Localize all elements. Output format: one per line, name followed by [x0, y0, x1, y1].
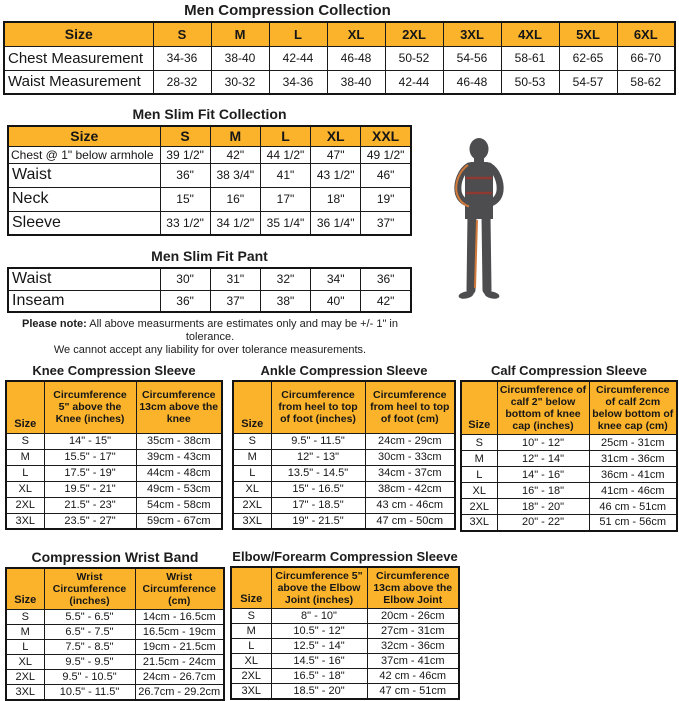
size-header-6xl: 6XL — [617, 22, 675, 46]
value-cell: 34-36 — [269, 70, 327, 94]
size-cell: S — [6, 610, 44, 625]
ankle-sleeve-section — [232, 363, 456, 530]
note-bold-prefix: Please note: — [22, 318, 87, 330]
cm-cell: 39cm - 43cm — [136, 449, 222, 465]
value-cell: 34-36 — [153, 46, 211, 70]
row-label: Waist — [8, 268, 160, 290]
inches-column-header: Circumference from heel to top of foot (inches) — [271, 381, 365, 433]
elbow-sleeve-section — [230, 549, 460, 701]
cm-cell: 37cm - 41cm — [367, 654, 459, 669]
cm-cell: 19cm - 21.5cm — [135, 640, 224, 655]
cm-cell: 14cm - 16.5cm — [135, 610, 224, 625]
cm-cell: 47 cm - 50cm — [365, 513, 455, 529]
table-row — [231, 654, 459, 669]
cm-cell: 32cm - 36cm — [367, 639, 459, 654]
sleeve-tables-row-1 — [5, 363, 679, 532]
table-row — [461, 467, 677, 483]
value-cell: 36 1/4" — [311, 211, 361, 235]
inches-cell: 16" - 18" — [497, 483, 589, 499]
inches-cell: 21.5" - 23" — [44, 497, 136, 513]
value-cell: 39 1/2" — [160, 146, 210, 163]
size-cell: XL — [6, 481, 44, 497]
table-row — [6, 640, 224, 655]
inches-cell: 10.5" - 12" — [271, 624, 367, 639]
table-row — [461, 483, 677, 499]
size-header-l: L — [260, 126, 310, 146]
slim-fit-collection-title: Men Slim Fit Collection — [7, 106, 412, 122]
size-cell: XL — [6, 655, 44, 670]
table-row — [231, 624, 459, 639]
sleeve-tables-row-2 — [5, 549, 679, 701]
cm-cell: 24cm - 26.7cm — [135, 670, 224, 685]
table-row — [461, 435, 677, 451]
size-cell: S — [231, 609, 271, 624]
size-header-s: S — [160, 126, 210, 146]
inches-cell: 15.5" - 17" — [44, 449, 136, 465]
row-label: Neck — [8, 187, 160, 211]
size-column-header: Size — [233, 381, 271, 433]
value-cell: 36" — [361, 268, 411, 290]
table-row — [8, 268, 411, 290]
table-header-row — [8, 126, 411, 146]
size-cell: 2XL — [6, 497, 44, 513]
row-label: Inseam — [8, 290, 160, 312]
slim-fit-collection-table — [7, 125, 412, 236]
table-row — [4, 70, 675, 94]
size-cell: 3XL — [231, 684, 271, 700]
table-row — [6, 610, 224, 625]
inches-cell: 17" - 18.5" — [271, 497, 365, 513]
value-cell: 43 1/2" — [311, 163, 361, 187]
cm-cell: 43 cm - 46cm — [365, 497, 455, 513]
size-cell: 2XL — [6, 670, 44, 685]
note-line1: All above measurments are estimates only and may be +/- 1" in tolerance. — [87, 318, 398, 343]
value-cell: 16" — [210, 187, 260, 211]
ankle-sleeve-title: Ankle Compression Sleeve — [232, 363, 456, 378]
size-header-xxl: XXL — [361, 126, 411, 146]
size-cell: 2XL — [231, 669, 271, 684]
row-label: Waist Measurement — [4, 70, 153, 94]
table-row — [461, 515, 677, 531]
size-cell: S — [233, 433, 271, 449]
value-cell: 36" — [160, 163, 210, 187]
elbow-sleeve-title: Elbow/Forearm Compression Sleeve — [230, 549, 460, 564]
size-cell: 2XL — [461, 499, 497, 515]
size-header-xl: XL — [311, 126, 361, 146]
wrist-band-table — [5, 567, 225, 701]
inches-cell: 18" - 20" — [497, 499, 589, 515]
knee-sleeve-title: Knee Compression Sleeve — [5, 363, 223, 378]
table-row — [231, 609, 459, 624]
table-row — [233, 465, 455, 481]
cm-cell: 38cm - 42cm — [365, 481, 455, 497]
value-cell: 42" — [210, 146, 260, 163]
size-column-header: Size — [8, 126, 160, 146]
inches-cell: 6.5" - 7.5" — [44, 625, 135, 640]
value-cell: 38-40 — [211, 46, 269, 70]
size-cell: S — [461, 435, 497, 451]
size-cell: 2XL — [233, 497, 271, 513]
table-row — [6, 513, 222, 529]
value-cell: 62-65 — [559, 46, 617, 70]
calf-sleeve-section — [460, 363, 678, 532]
cm-cell: 41cm - 46cm — [589, 483, 677, 499]
inches-cell: 9.5" - 10.5" — [44, 670, 135, 685]
cm-cell: 16.5cm - 19cm — [135, 625, 224, 640]
value-cell: 19" — [361, 187, 411, 211]
value-cell: 38" — [260, 290, 310, 312]
value-cell: 30" — [160, 268, 210, 290]
size-cell: M — [233, 449, 271, 465]
table-row — [8, 146, 411, 163]
male-silhouette-icon — [447, 138, 511, 310]
value-cell: 66-70 — [617, 46, 675, 70]
inches-cell: 20" - 22" — [497, 515, 589, 531]
value-cell: 42" — [361, 290, 411, 312]
value-cell: 37" — [361, 211, 411, 235]
compression-collection-title: Men Compression Collection — [0, 2, 627, 19]
value-cell: 17" — [260, 187, 310, 211]
calf-sleeve-title: Calf Compression Sleeve — [460, 363, 678, 378]
cm-column-header: Circumference of calf 2cm below bottom of knee cap (cm) — [589, 381, 677, 435]
inches-column-header: Circumference of calf 2" below bottom of knee cap (inches) — [497, 381, 589, 435]
value-cell: 38-40 — [327, 70, 385, 94]
compression-collection-table — [3, 21, 676, 95]
value-cell: 41" — [260, 163, 310, 187]
value-cell: 34 1/2" — [210, 211, 260, 235]
inches-cell: 17.5" - 19" — [44, 465, 136, 481]
table-row — [233, 449, 455, 465]
cm-cell: 27cm - 31cm — [367, 624, 459, 639]
value-cell: 47" — [311, 146, 361, 163]
inches-column-header: Circumference 5" above the Knee (inches) — [44, 381, 136, 433]
value-cell: 42-44 — [385, 70, 443, 94]
cm-cell: 54cm - 58cm — [136, 497, 222, 513]
inches-cell: 18.5" - 20" — [271, 684, 367, 700]
value-cell: 42-44 — [269, 46, 327, 70]
size-cell: XL — [231, 654, 271, 669]
cm-cell: 47 cm - 51cm — [367, 684, 459, 700]
knee-sleeve-section — [5, 363, 223, 530]
value-cell: 18" — [311, 187, 361, 211]
size-header-xl: XL — [327, 22, 385, 46]
size-cell: 3XL — [6, 513, 44, 529]
value-cell: 31" — [210, 268, 260, 290]
size-cell: S — [6, 433, 44, 449]
table-row — [233, 481, 455, 497]
value-cell: 58-61 — [501, 46, 559, 70]
table-row — [6, 481, 222, 497]
table-header-row — [461, 381, 677, 435]
value-cell: 30-32 — [211, 70, 269, 94]
cm-cell: 26.7cm - 29.2cm — [135, 685, 224, 701]
inches-cell: 12.5" - 14" — [271, 639, 367, 654]
cm-cell: 31cm - 36cm — [589, 451, 677, 467]
size-column-header: Size — [461, 381, 497, 435]
table-row — [231, 639, 459, 654]
inches-cell: 9.5" - 11.5" — [271, 433, 365, 449]
size-cell: L — [6, 465, 44, 481]
size-header-s: S — [153, 22, 211, 46]
cm-cell: 30cm - 33cm — [365, 449, 455, 465]
calf-sleeve-table — [460, 380, 678, 532]
value-cell: 28-32 — [153, 70, 211, 94]
value-cell: 50-52 — [385, 46, 443, 70]
size-cell: M — [6, 449, 44, 465]
cm-cell: 49cm - 53cm — [136, 481, 222, 497]
value-cell: 15" — [160, 187, 210, 211]
value-cell: 54-56 — [443, 46, 501, 70]
slim-fit-pant-table — [7, 267, 412, 313]
table-row — [4, 46, 675, 70]
size-cell: M — [6, 625, 44, 640]
size-chart-page — [0, 2, 679, 701]
size-header-3xl: 3XL — [443, 22, 501, 46]
value-cell: 46-48 — [327, 46, 385, 70]
table-header-row — [4, 22, 675, 46]
inches-column-header: Circumference 5" above the Elbow Joint (inches) — [271, 567, 367, 609]
table-header-row — [6, 381, 222, 433]
size-cell: 3XL — [233, 513, 271, 529]
size-cell: L — [233, 465, 271, 481]
inches-cell: 9.5" - 9.5" — [44, 655, 135, 670]
size-cell: XL — [461, 483, 497, 499]
table-row — [233, 433, 455, 449]
value-cell: 33 1/2" — [160, 211, 210, 235]
size-column-header: Size — [4, 22, 153, 46]
inches-cell: 13.5" - 14.5" — [271, 465, 365, 481]
inches-cell: 5.5" - 6.5" — [44, 610, 135, 625]
cm-cell: 42 cm - 46cm — [367, 669, 459, 684]
table-row — [6, 655, 224, 670]
size-cell: L — [231, 639, 271, 654]
row-label: Waist — [8, 163, 160, 187]
table-header-row — [6, 568, 224, 610]
size-column-header: Size — [6, 381, 44, 433]
value-cell: 36" — [160, 290, 210, 312]
cm-cell: 59cm - 67cm — [136, 513, 222, 529]
table-row — [231, 669, 459, 684]
value-cell: 38 3/4" — [210, 163, 260, 187]
inches-cell: 14" - 16" — [497, 467, 589, 483]
value-cell: 58-62 — [617, 70, 675, 94]
table-row — [461, 499, 677, 515]
cm-cell: 24cm - 29cm — [365, 433, 455, 449]
size-cell: 3XL — [461, 515, 497, 531]
inches-column-header: Wrist Circumference (inches) — [44, 568, 135, 610]
size-header-5xl: 5XL — [559, 22, 617, 46]
cm-cell: 51 cm - 56cm — [589, 515, 677, 531]
table-row — [8, 187, 411, 211]
value-cell: 40" — [311, 290, 361, 312]
table-row — [6, 449, 222, 465]
cm-column-header: Circumference from heel to top of foot (cm) — [365, 381, 455, 433]
value-cell: 32" — [260, 268, 310, 290]
value-cell: 54-57 — [559, 70, 617, 94]
inches-cell: 7.5" - 8.5" — [44, 640, 135, 655]
row-label: Chest Measurement — [4, 46, 153, 70]
inches-cell: 14" - 15" — [44, 433, 136, 449]
size-cell: XL — [233, 481, 271, 497]
value-cell: 46" — [361, 163, 411, 187]
value-cell: 34" — [311, 268, 361, 290]
inches-cell: 14.5" - 16" — [271, 654, 367, 669]
inches-cell: 23.5" - 27" — [44, 513, 136, 529]
cm-column-header: Circumference 13cm above the knee — [136, 381, 222, 433]
cm-cell: 46 cm - 51cm — [589, 499, 677, 515]
size-header-l: L — [269, 22, 327, 46]
row-label: Sleeve — [8, 211, 160, 235]
tolerance-note — [0, 318, 420, 357]
cm-cell: 35cm - 38cm — [136, 433, 222, 449]
size-cell: 3XL — [6, 685, 44, 701]
size-header-m: M — [211, 22, 269, 46]
table-row — [233, 513, 455, 529]
ankle-sleeve-table — [232, 380, 456, 530]
inches-cell: 10.5" - 11.5" — [44, 685, 135, 701]
table-row — [233, 497, 455, 513]
size-header-m: M — [210, 126, 260, 146]
inches-cell: 12" - 14" — [497, 451, 589, 467]
size-cell: M — [461, 451, 497, 467]
size-cell: L — [461, 467, 497, 483]
cm-cell: 20cm - 26cm — [367, 609, 459, 624]
value-cell: 37" — [210, 290, 260, 312]
table-row — [6, 433, 222, 449]
inches-cell: 10" - 12" — [497, 435, 589, 451]
table-row — [231, 684, 459, 700]
table-row — [6, 625, 224, 640]
inches-cell: 19" - 21.5" — [271, 513, 365, 529]
size-header-4xl: 4XL — [501, 22, 559, 46]
wrist-band-title: Compression Wrist Band — [5, 549, 225, 565]
size-cell: M — [231, 624, 271, 639]
cm-cell: 36cm - 41cm — [589, 467, 677, 483]
cm-cell: 25cm - 31cm — [589, 435, 677, 451]
table-header-row — [233, 381, 455, 433]
slim-fit-pant-title: Men Slim Fit Pant — [7, 248, 412, 264]
knee-sleeve-table — [5, 380, 223, 530]
table-row — [8, 211, 411, 235]
cm-cell: 21.5cm - 24cm — [135, 655, 224, 670]
inches-cell: 12" - 13" — [271, 449, 365, 465]
inches-cell: 19.5" - 21" — [44, 481, 136, 497]
size-header-2xl: 2XL — [385, 22, 443, 46]
table-header-row — [231, 567, 459, 609]
table-row — [8, 290, 411, 312]
size-column-header: Size — [231, 567, 271, 609]
value-cell: 50-53 — [501, 70, 559, 94]
value-cell: 44 1/2" — [260, 146, 310, 163]
value-cell: 35 1/4" — [260, 211, 310, 235]
table-row — [6, 497, 222, 513]
wrist-band-section — [5, 549, 225, 701]
inches-cell: 8" - 10" — [271, 609, 367, 624]
value-cell: 46-48 — [443, 70, 501, 94]
note-line2: We cannot accept any liability for over tolerance measurements. — [54, 344, 366, 356]
cm-cell: 44cm - 48cm — [136, 465, 222, 481]
table-row — [6, 465, 222, 481]
table-row — [6, 670, 224, 685]
table-row — [461, 451, 677, 467]
elbow-sleeve-table — [230, 566, 460, 701]
cm-column-header: Circumference 13cm above the Elbow Joint — [367, 567, 459, 609]
size-column-header: Size — [6, 568, 44, 610]
male-silhouette-figure — [447, 138, 511, 310]
size-cell: L — [6, 640, 44, 655]
inches-cell: 15" - 16.5" — [271, 481, 365, 497]
cm-cell: 34cm - 37cm — [365, 465, 455, 481]
row-label: Chest @ 1" below armhole — [8, 146, 160, 163]
cm-column-header: Wrist Circumference (cm) — [135, 568, 224, 610]
inches-cell: 16.5" - 18" — [271, 669, 367, 684]
value-cell: 49 1/2" — [361, 146, 411, 163]
table-row — [8, 163, 411, 187]
